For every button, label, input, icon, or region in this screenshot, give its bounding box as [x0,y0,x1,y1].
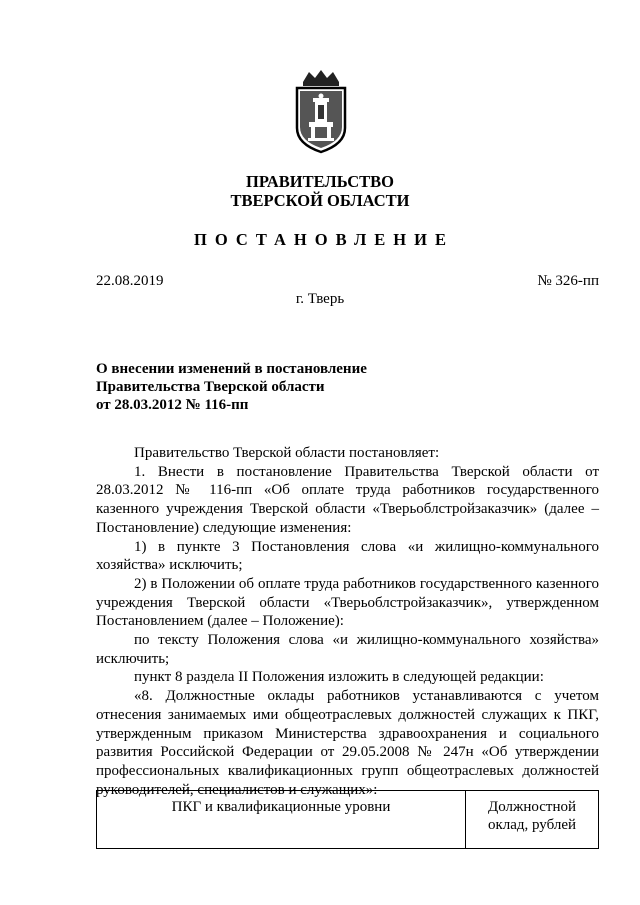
table-header-salary-line: оклад, рублей [487,817,577,833]
body-paragraph: 2) в Положении об оплате труда работников государственного казенного учреждения Тверской области «Тверьоблстройзаказчик», утвержденном Постановлением (далее – Положение): [96,575,599,630]
document-city: г. Тверь [295,291,345,307]
table-header-salary-line: Должностной [487,799,577,815]
document-number: № 326-пп [537,273,599,289]
body-paragraph: «8. Должностные оклады работников устанавливаются с учетом отнесения занимаемых ими общеотраслевых должностей служащих к ПКГ, утвержденным приказом Министерства здравоохранения и социального развития Российской Федерации от 29.05.2008 № 247н «Об утверждении профессиональных квалификационных групп общеотраслевых должностей руководителей, специалистов и служащих»: [96,688,599,798]
document-date: 22.08.2019 [96,273,164,289]
org-name-line1: ПРАВИТЕЛЬСТВО [246,172,394,191]
salary-table [96,790,599,849]
subject-line: от 28.03.2012 № 116-пп [96,397,249,413]
document-subject [96,360,367,414]
document-type: ПОСТАНОВЛЕНИЕ [194,230,454,249]
body-paragraph: Правительство Тверской области постановляет: [134,445,440,461]
subject-line: О внесении изменений в постановление [96,361,367,377]
table-header-row [97,791,599,849]
table-header-salary [466,791,599,849]
table-header-pkg: ПКГ и квалификационные уровни [97,791,466,849]
coat-of-arms-icon [291,68,351,154]
body-paragraph: по тексту Положения слова «и жилищно-коммунального хозяйства» исключить; [96,632,599,667]
document-body [96,444,599,799]
body-paragraph: пункт 8 раздела II Положения изложить в следующей редакции: [134,669,544,686]
subject-line: Правительства Тверской области [96,379,325,395]
org-name-line2: ТВЕРСКОЙ ОБЛАСТИ [230,191,410,210]
body-paragraph: 1. Внести в постановление Правительства Тверской области от 28.03.2012 № 116-пп «Об оплате труда работников государственного казенного учреждения Тверской области «Тверьоблстройзаказчик» (далее – Постановление) следующие изменения: [96,463,599,536]
body-paragraph: 1) в пункте 3 Постановления слова «и жилищно-коммунального хозяйства» исключить; [96,538,599,574]
